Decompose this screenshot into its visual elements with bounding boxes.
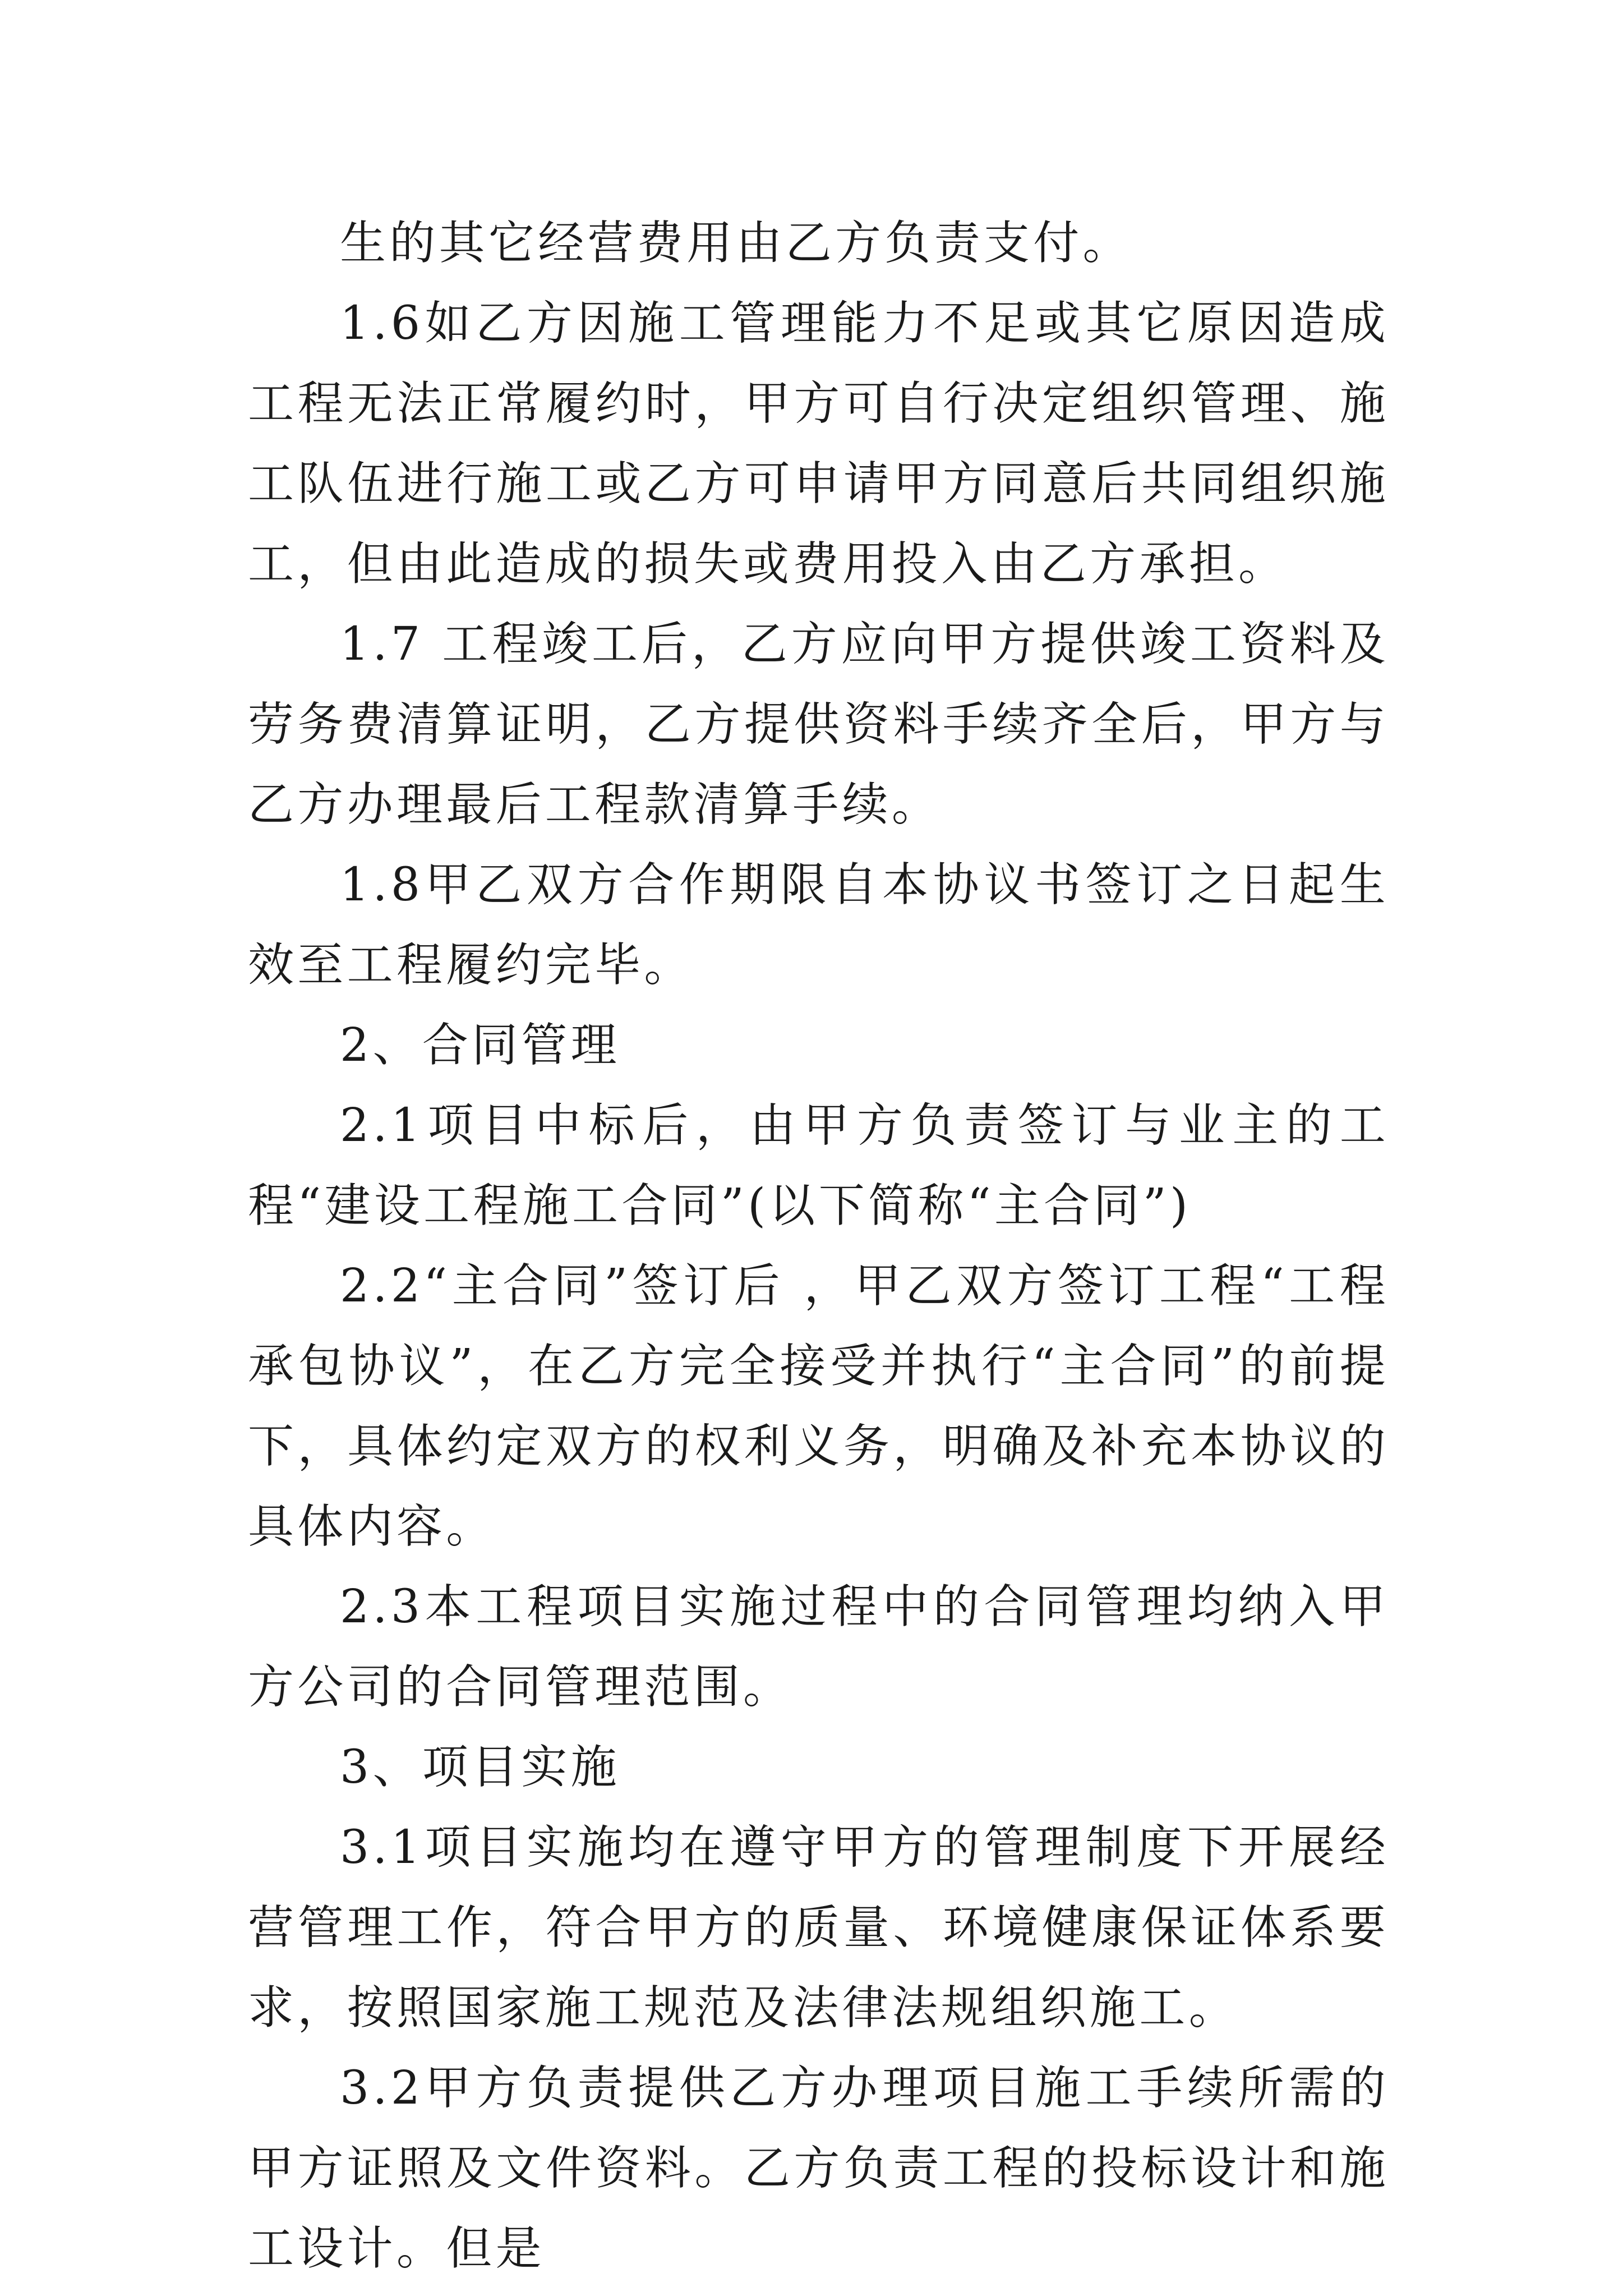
paragraph-2-3: 2.3本工程项目实施过程中的合同管理均纳入甲方公司的合同管理范围。 (248, 1580, 1389, 1714)
paragraph-3-1: 3.1项目实施均在遵守甲方的管理制度下开展经营管理工作，符合甲方的质量、环境健康保证体系要求，按照国家施工规范及法律法规组织施工。 (248, 1821, 1389, 2035)
paragraph-1-8: 1.8甲乙双方合作期限自本协议书签订之日起生效至工程履约完毕。 (248, 858, 1389, 992)
paragraph-1-7: 1.7 工程竣工后，乙方应向甲方提供竣工资料及劳务费清算证明，乙方提供资料手续齐全后，甲方与乙方办理最后工程款清算手续。 (248, 618, 1389, 831)
document-body (248, 203, 1389, 2289)
paragraph-3-2: 3.2甲方负责提供乙方办理项目施工手续所需的甲方证照及文件资料。乙方负责工程的投标设计和施工设计。但是 (248, 2062, 1389, 2275)
paragraph-1-6: 1.6如乙方因施工管理能力不足或其它原因造成工程无法正常履约时，甲方可自行决定组织管理、施工队伍进行施工或乙方可申请甲方同意后共同组织施工，但由此造成的损失或费用投入由乙方承担。 (248, 297, 1389, 591)
section-heading-3: 3、项目实施 (340, 1741, 620, 1794)
section-heading-2: 2、合同管理 (340, 1019, 620, 1072)
paragraph-2-2: 2.2“主合同”签订后 ，甲乙双方签订工程“工程承包协议”，在乙方完全接受并执行“主合同”的前提下，具体约定双方的权利义务，明确及补充本协议的具体内容。 (248, 1259, 1389, 1553)
paragraph-2-1: 2.1项目中标后，由甲方负责签订与业主的工程“建设工程施工合同”(以下简称“主合同”) (248, 1099, 1389, 1232)
paragraph-continuation: 生的其它经营费用由乙方负责支付。 (340, 217, 1132, 270)
